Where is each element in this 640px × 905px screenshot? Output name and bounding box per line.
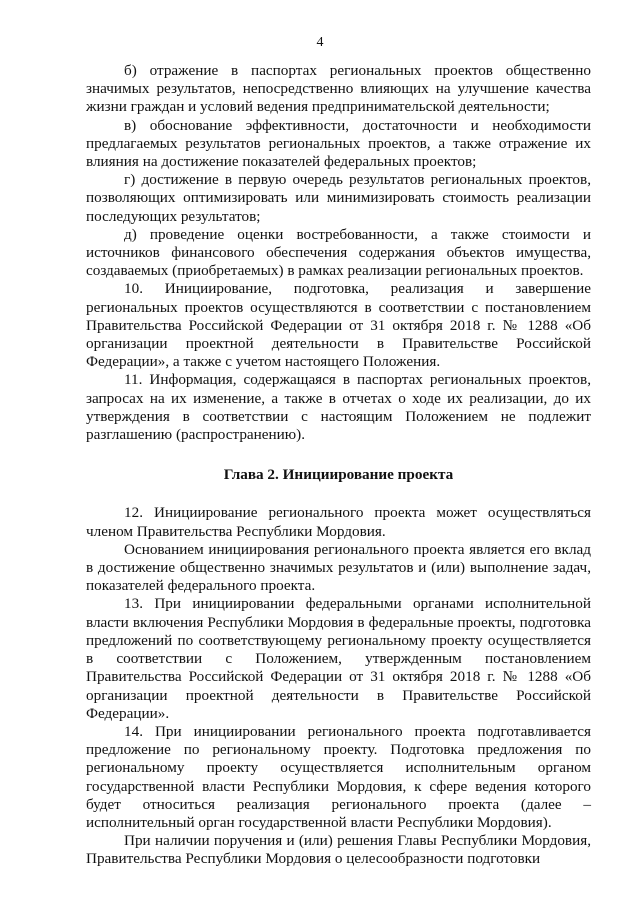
paragraph-b: б) отражение в паспортах региональных проектов общественно значимых результатов, непосредственно влияющих на улучшение качества жизни граждан и условий ведения предпринимательской деятельности; [86,62,591,116]
paragraph-v: в) обоснование эффективности, достаточности и необходимости предлагаемых результатов региональных проектов, а также отражение их влияния на достижение показателей федеральных проектов; [86,116,591,171]
paragraph-13: 13. При инициировании федеральными органами исполнительной власти включения Республики Мордовия в федеральные проекты, подготовка предложений по соответствующему региональному проекту осуществляется в соответствии с Положением, утвержденным постановлением Правительства Российской Федерации от 31 октября 2018 г. № 1288 «Об организации проектной деятельности в Правительстве Российской Федерации». [86,595,591,722]
paragraph-d: д) проведение оценки востребованности, а также стоимости и источников финансового обеспечения содержания объектов имущества, создаваемых (приобретаемых) в рамках реализации региональных проектов. [86,225,591,280]
paragraph-14: 14. При инициировании регионального проекта подготавливается предложение по региональному проекту. Подготовка предложения по региональному проекту осуществляется исполнительным органом государственной власти Республики Мордовия, к сфере ведения которого будет относиться реализация регионального проекта (далее – исполнительный орган государственной власти Республики Мордовия). [86,722,591,831]
paragraph-10: 10. Инициирование, подготовка, реализация и завершение региональных проектов осуществляются в соответствии с постановлением Правительства Российской Федерации от 31 октября 2018 г. № 1288 «Об организации проектной деятельности в Правительстве Российской Федерации», а также с учетом настоящего Положения. [86,280,591,371]
document-body [86,62,591,869]
chapter-heading: Глава 2. Инициирование проекта [223,466,454,484]
page-number: 4 [316,35,324,50]
paragraph-11: 11. Информация, содержащаяся в паспортах региональных проектов, запросах на их изменение, а также в отчетах о ходе их реализации, до их утверждения в соответствии с настоящим Положением не подлежит разглашению (распространению). [86,371,591,444]
paragraph-14-continued: При наличии поручения и (или) решения Главы Республики Мордовия, Правительства Республики Мордовия о целесообразности подготовки [86,832,591,868]
paragraph-12-basis: Основанием инициирования регионального проекта является его вклад в достижение общественно значимых результатов и (или) выполнение задач, показателей федерального проекта. [86,540,591,595]
paragraph-12: 12. Инициирование регионального проекта может осуществляться членом Правительства Республики Мордовия. [86,504,591,540]
paragraph-g: г) достижение в первую очередь результатов региональных проектов, позволяющих оптимизировать или минимизировать стоимость реализации последующих результатов; [86,171,591,225]
